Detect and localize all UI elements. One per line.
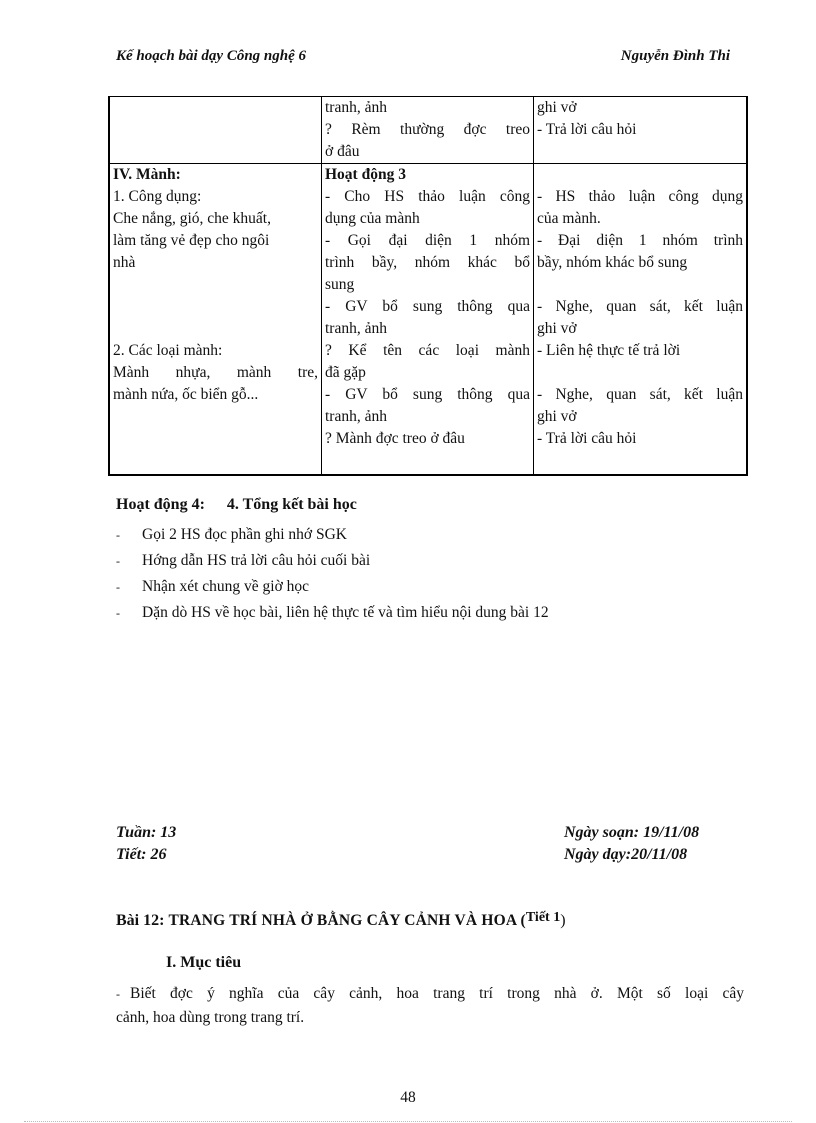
table-cell-content [110, 164, 322, 474]
cell-line: sung [325, 276, 355, 293]
bullet-dash: - [116, 553, 120, 568]
cell-spacer [537, 362, 743, 384]
bullet-dash: - [116, 605, 120, 620]
cell-line: dụng của mành [325, 210, 420, 227]
list-item [116, 600, 549, 626]
schedule-right [564, 822, 699, 866]
cell-line: ? Rèm thường đợc treo [325, 121, 530, 138]
cell-line: tranh, ảnh [325, 408, 387, 425]
activity-4-label: Hoạt động 4: [116, 496, 205, 513]
cell-spacer [113, 296, 318, 318]
cell-line: bầy, nhóm khác bổ sung [537, 254, 688, 271]
cell-line: - GV bổ sung thông qua [325, 298, 530, 315]
list-item [116, 574, 549, 600]
list-item-text: Hớng dẫn HS trả lời câu hỏi cuối bài [142, 552, 371, 569]
cell-line: Che nắng, gió, che khuất, [113, 210, 271, 227]
teach-date: Ngày dạy:20/11/08 [564, 846, 688, 863]
table-cell-content [110, 97, 322, 163]
list-item-text: Dặn dò HS về học bài, liên hệ thực tế và tìm hiểu nội dung bài 12 [142, 604, 549, 621]
cell-spacer [113, 318, 318, 340]
table-row [110, 163, 746, 474]
table-row [110, 97, 746, 163]
objective-line-2: cảnh, hoa dùng trong trang trí. [116, 1009, 305, 1026]
activity-4-list [116, 522, 549, 626]
cell-line: - Liên hệ thực tế trả lời [537, 342, 681, 359]
header-author: Nguyễn Đình Thi [620, 48, 730, 64]
cell-spacer [537, 274, 743, 296]
cell-line: - Cho HS thảo luận công [325, 188, 530, 205]
cell-line: - Đại diện 1 nhóm trình [537, 232, 743, 249]
footer-rule [24, 1121, 792, 1122]
objectives-heading: I. Mục tiêu [166, 954, 242, 971]
section-title: IV. Mành: [113, 166, 181, 183]
list-item-text: Gọi 2 HS đọc phần ghi nhớ SGK [142, 526, 347, 543]
bullet-dash: - [116, 987, 120, 1001]
cell-line: tranh, ảnh [325, 320, 387, 337]
cell-line: - Nghe, quan sát, kết luận [537, 298, 743, 315]
bullet-dash: - [116, 579, 120, 594]
cell-line: ? Kể tên các loại mành [325, 342, 530, 359]
cell-line: trình bầy, nhóm khác bổ [325, 254, 530, 271]
cell-line: - GV bổ sung thông qua [325, 386, 530, 403]
objective-line-1: Biết đợc ý nghĩa của cây cảnh, hoa trang trí trong nhà ở. Một số loại cây [130, 985, 744, 1002]
prep-date: Ngày soạn: 19/11/08 [564, 824, 700, 841]
lesson-title [116, 912, 566, 930]
objective-line [116, 982, 744, 1006]
cell-line: mành nứa, ốc biển gỗ... [113, 386, 259, 403]
cell-line: ghi vở [537, 408, 577, 425]
cell-line: tranh, ảnh [325, 99, 387, 116]
cell-line: - Trả lời câu hỏi [537, 121, 637, 138]
cell-line: ? Mành đợc treo ở đâu [325, 430, 465, 447]
objectives-text [116, 982, 744, 1030]
cell-line: ghi vở [537, 99, 577, 116]
schedule-left [116, 822, 176, 866]
cell-line: - Trả lời câu hỏi [537, 430, 637, 447]
cell-spacer [537, 164, 743, 186]
cell-line: 2. Các loại mành: [113, 342, 223, 359]
header-course-title: Kế hoạch bài dạy Công nghệ 6 [116, 48, 307, 64]
cell-line: của mành. [537, 210, 601, 227]
cell-line: đã gặp [325, 364, 366, 381]
table-cell-student-activity [534, 164, 746, 474]
lesson-name: TRANG TRÍ NHÀ Ở BẰNG CÂY CẢNH VÀ HOA ( [168, 912, 526, 929]
cell-line: ghi vở [537, 320, 577, 337]
period-label: Tiết: 26 [116, 846, 167, 863]
week-label: Tuần: 13 [116, 824, 177, 841]
table-cell-teacher-activity [322, 164, 534, 474]
table-cell-student-activity [534, 97, 746, 163]
cell-spacer [113, 274, 318, 296]
cell-line: làm tăng vẻ đẹp cho ngôi [113, 232, 270, 249]
cell-line: ở đâu [325, 143, 360, 160]
activity-4-heading [116, 496, 357, 514]
lesson-table [108, 96, 748, 476]
list-item [116, 522, 549, 548]
activity-4-title: 4. Tổng kết bài học [226, 496, 357, 513]
lesson-part: Tiết 1 [525, 910, 561, 925]
bullet-dash: - [116, 527, 120, 542]
cell-line: - Gọi đại diện 1 nhóm [325, 232, 530, 249]
lesson-label: Bài 12: [116, 912, 165, 929]
lesson-close: ) [560, 912, 566, 929]
cell-line: 1. Công dụng: [113, 188, 202, 205]
cell-line: - HS thảo luận công dụng [537, 188, 743, 205]
cell-line: nhà [113, 254, 136, 271]
list-item [116, 548, 549, 574]
table-cell-teacher-activity [322, 97, 534, 163]
cell-line: - Nghe, quan sát, kết luận [537, 386, 743, 403]
page-number: 48 [400, 1089, 416, 1106]
cell-line: Mành nhựa, mành tre, [113, 364, 318, 381]
activity-title: Hoạt động 3 [325, 166, 406, 183]
list-item-text: Nhận xét chung về giờ học [142, 578, 310, 595]
